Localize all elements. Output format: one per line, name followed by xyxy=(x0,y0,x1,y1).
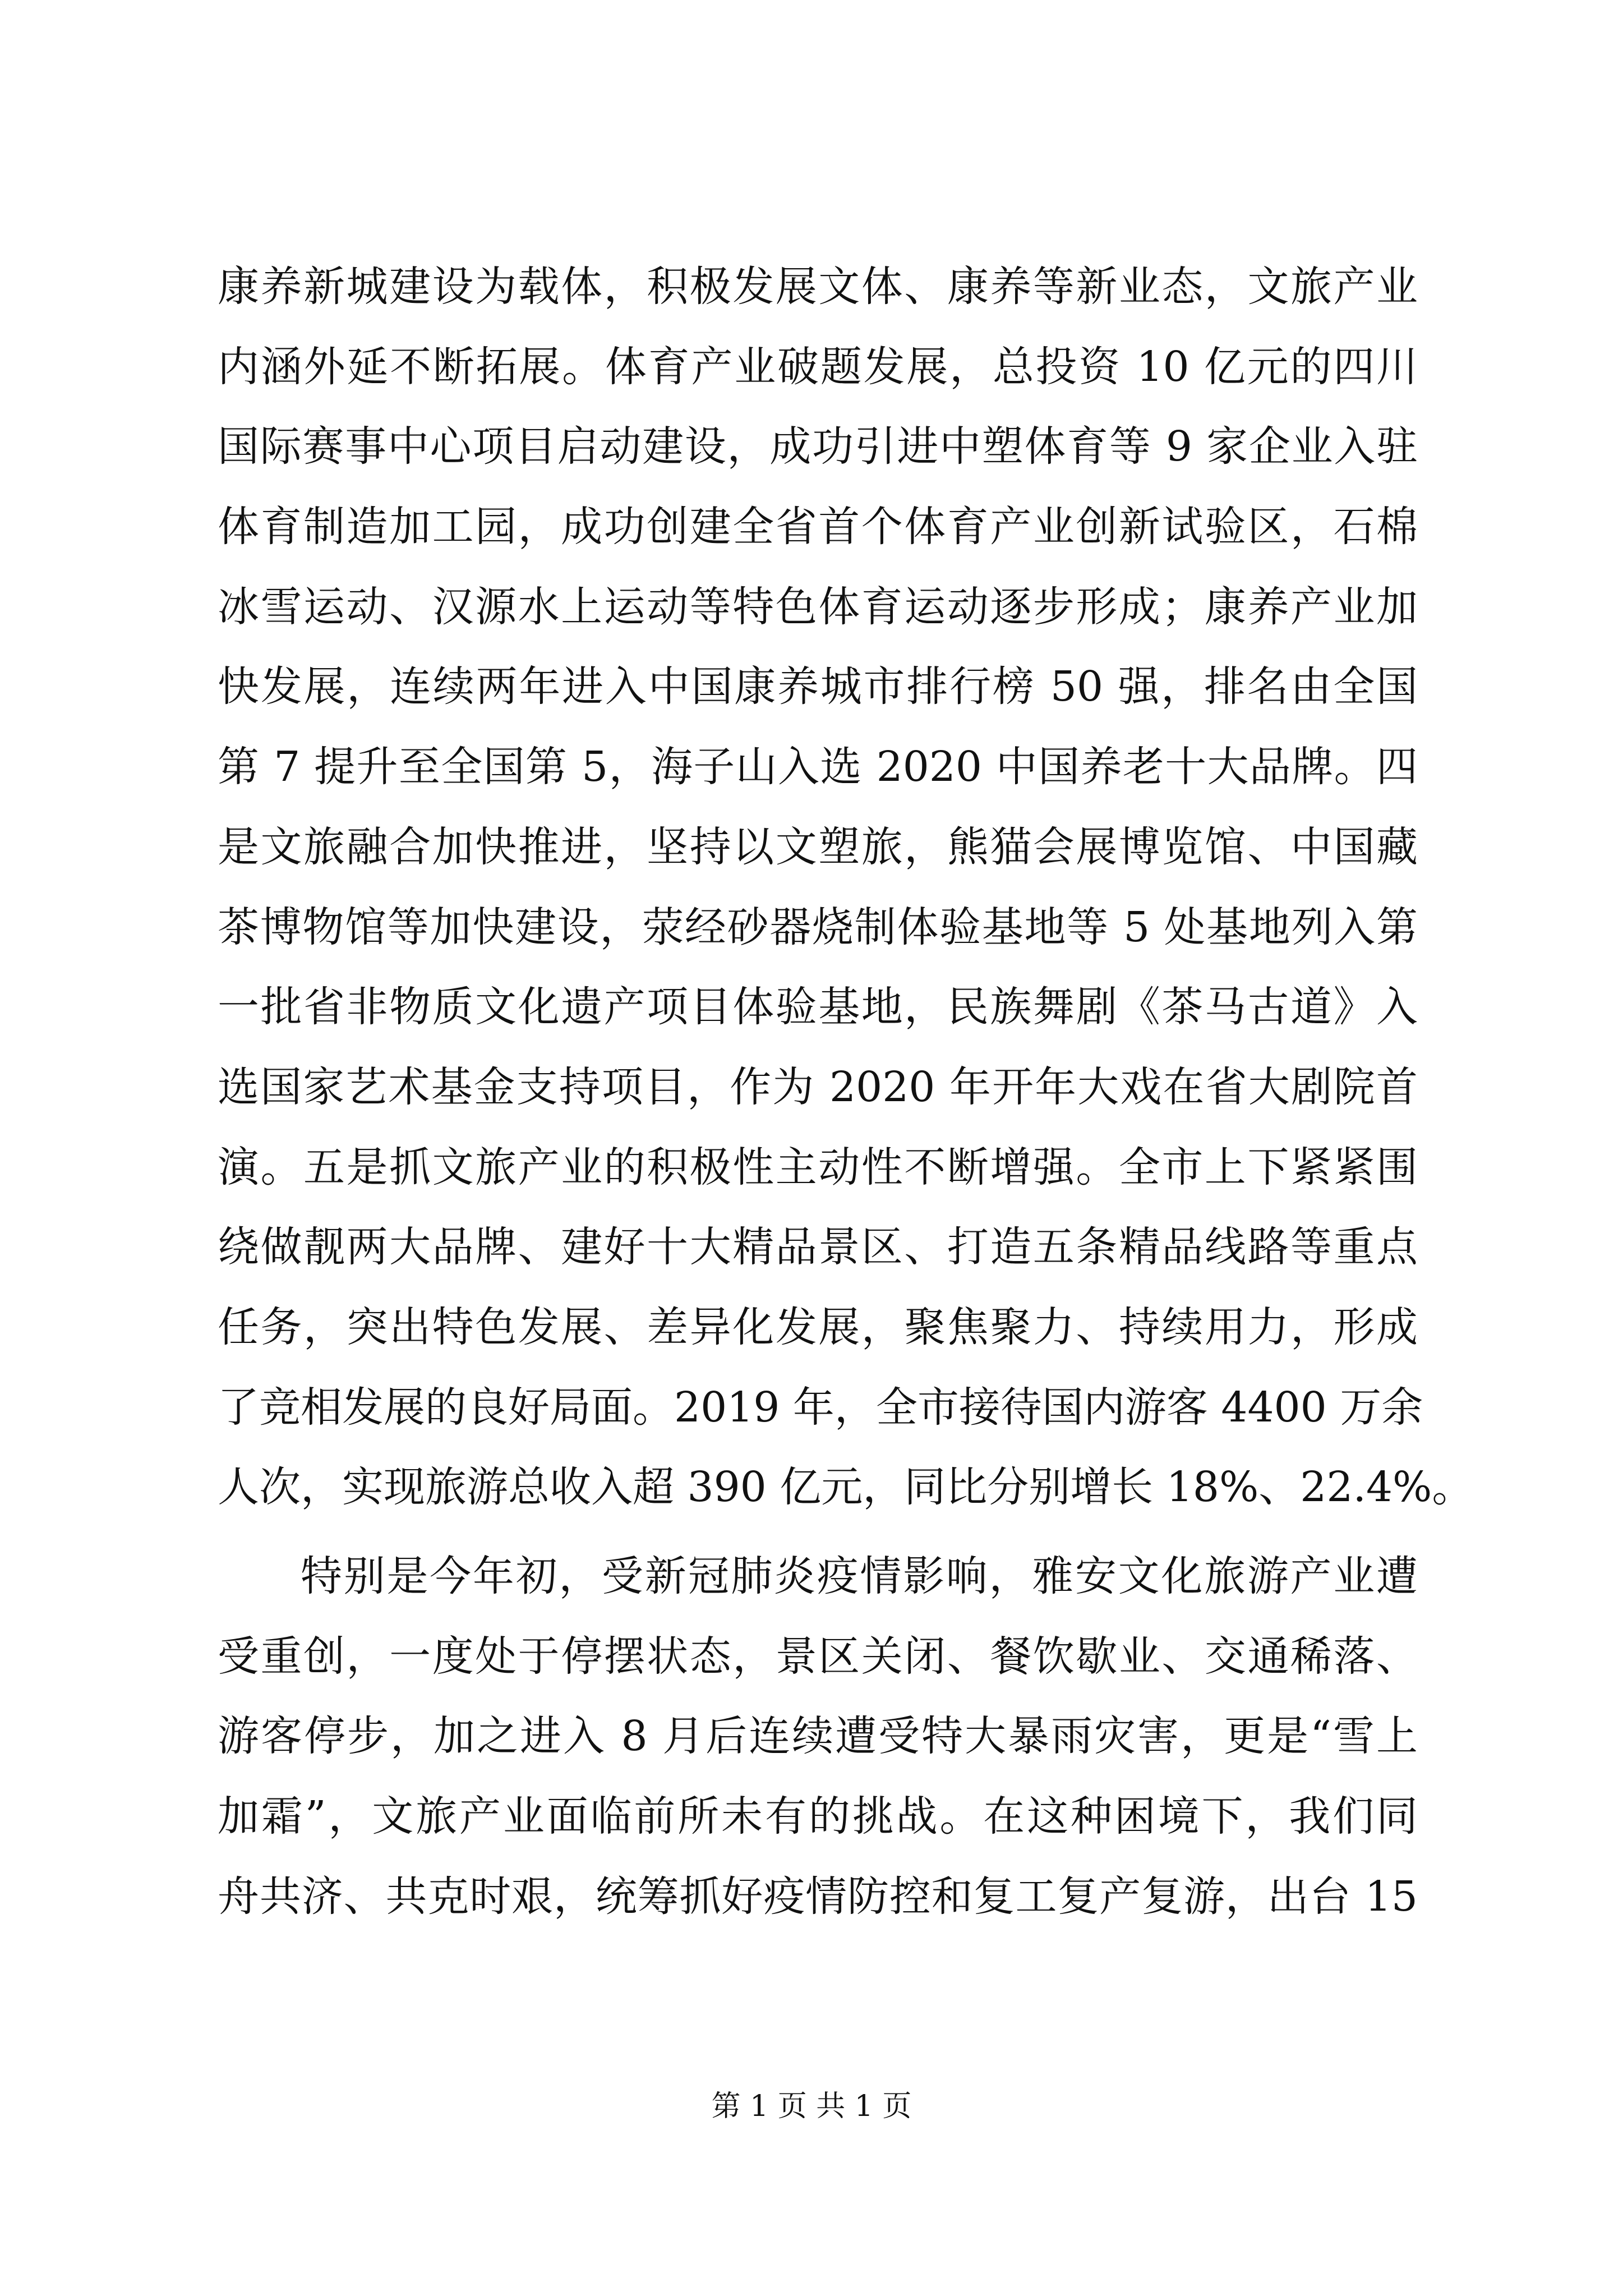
text-line: 体育制造加工园，成功创建全省首个体育产业创新试验区，石棉 xyxy=(218,503,1418,551)
text-line: 快发展，连续两年进入中国康养城市排行榜 50 强，排名由全国 xyxy=(218,662,1418,711)
text-line: 绕做靓两大品牌、建好十大精品景区、打造五条精品线路等重点 xyxy=(218,1223,1418,1272)
text-line: 冰雪运动、汉源水上运动等特色体育运动逐步形成；康养产业加 xyxy=(218,582,1418,631)
text-line: 内涵外延不断拓展。体育产业破题发展，总投资 10 亿元的四川 xyxy=(218,342,1418,391)
paragraph-1 xyxy=(218,247,1474,1527)
text-line: 一批省非物质文化遗产项目体验基地，民族舞剧《茶马古道》入 xyxy=(218,983,1418,1032)
text-line: 舟共济、共克时艰，统筹抓好疫情防控和复工复产复游，出台 15 xyxy=(218,1872,1418,1921)
text-line: 演。五是抓文旅产业的积极性主动性不断增强。全市上下紧紧围 xyxy=(218,1143,1418,1191)
text-line: 特别是今年初，受新冠肺炎疫情影响，雅安文化旅游产业遭 xyxy=(301,1552,1418,1600)
text-line: 受重创，一度处于停摆状态，景区关闭、餐饮歇业、交通稀落、 xyxy=(218,1632,1418,1681)
text-line: 人次，实现旅游总收入超 390 亿元，同比分别增长 18%、22.4%。 xyxy=(218,1463,1474,1512)
text-line: 国际赛事中心项目启动建设，成功引进中塑体育等 9 家企业入驻 xyxy=(218,422,1418,471)
text-line: 是文旅融合加快推进，坚持以文塑旅，熊猫会展博览馆、中国藏 xyxy=(218,822,1418,871)
paragraph-2 xyxy=(218,1536,1418,1936)
text-line: 选国家艺术基金支持项目，作为 2020 年开年大戏在省大剧院首 xyxy=(218,1062,1418,1111)
paragraph-spacer xyxy=(218,1527,1418,1536)
text-line: 康养新城建设为载体，积极发展文体、康养等新业态，文旅产业 xyxy=(218,263,1418,311)
text-line: 加霜”，文旅产业面临前所未有的挑战。在这种困境下，我们同 xyxy=(218,1792,1418,1841)
text-line: 游客停步，加之进入 8 月后连续遭受特大暴雨灾害，更是“雪上 xyxy=(218,1712,1418,1761)
body-text xyxy=(218,247,1474,1936)
text-line: 茶博物馆等加快建设，荥经砂器烧制体验基地等 5 处基地列入第 xyxy=(218,903,1418,951)
text-line: 任务，突出特色发展、差异化发展，聚焦聚力、持续用力，形成 xyxy=(218,1303,1418,1351)
page-footer: 第 1 页 共 1 页 xyxy=(711,2090,912,2123)
text-line: 了竞相发展的良好局面。2019 年，全市接待国内游客 4400 万余 xyxy=(218,1383,1423,1432)
text-line: 第 7 提升至全国第 5，海子山入选 2020 中国养老十大品牌。四 xyxy=(218,743,1418,792)
